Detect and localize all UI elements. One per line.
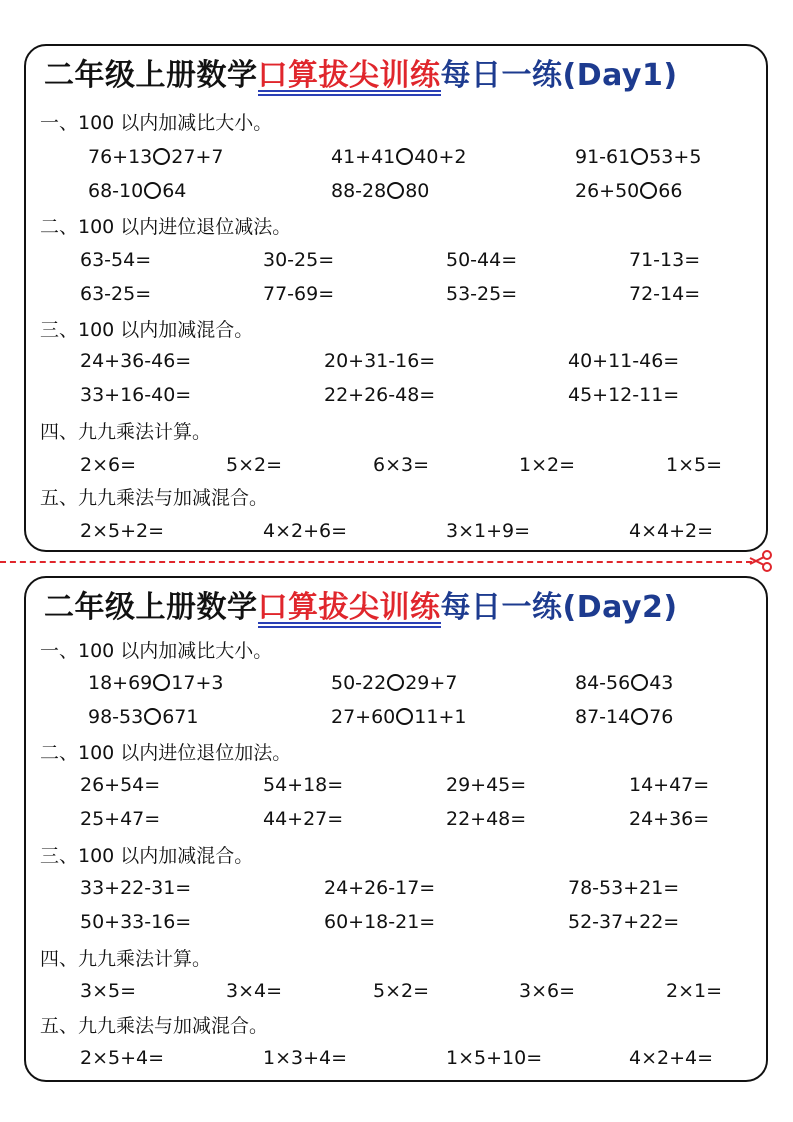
problem-row: [26, 804, 766, 834]
section-heading: 二、100 以内进位退位加法。: [40, 742, 292, 764]
cut-line: [0, 561, 752, 563]
problem-row: [26, 142, 766, 172]
compare-problem: 87-14 76: [575, 706, 674, 728]
title-highlight: 口算拔尖训练: [257, 58, 441, 93]
math-problem: 1×5=: [666, 454, 723, 476]
compare-circle: [396, 708, 413, 725]
title-day: 每日一练(Day1): [440, 58, 678, 93]
math-problem: 1×5+10=: [446, 1047, 543, 1069]
problem-row: [26, 668, 766, 698]
section-heading: 一、100 以内加减比大小。: [40, 112, 273, 134]
scissors-icon: [748, 550, 774, 572]
worksheet-card-day2: [24, 576, 768, 1082]
compare-problem: 91-61 53+5: [575, 146, 702, 168]
math-problem: 3×5=: [80, 980, 137, 1002]
math-problem: 5×2=: [373, 980, 430, 1002]
problem-row: [26, 516, 766, 546]
math-problem: 3×1+9=: [446, 520, 531, 542]
problem-row: [26, 176, 766, 206]
math-problem: 50+33-16=: [80, 911, 192, 933]
worksheet-title: [44, 586, 678, 630]
problem-row: [26, 907, 766, 937]
math-problem: 71-13=: [629, 249, 701, 271]
worksheet-title: [44, 54, 678, 98]
compare-problem: 98-53 671: [88, 706, 199, 728]
section-heading: 四、九九乘法计算。: [40, 421, 212, 443]
math-problem: 2×1=: [666, 980, 723, 1002]
problem-row: [26, 702, 766, 732]
math-problem: 2×5+4=: [80, 1047, 165, 1069]
math-problem: 24+36-46=: [80, 350, 192, 372]
worksheet-card-day1: [24, 44, 768, 552]
compare-circle: [631, 708, 648, 725]
section-heading: 三、100 以内加减混合。: [40, 845, 254, 867]
title-main: 二年级上册数学: [44, 590, 258, 625]
math-problem: 4×4+2=: [629, 520, 714, 542]
math-problem: 50-44=: [446, 249, 518, 271]
section-heading: 一、100 以内加减比大小。: [40, 640, 273, 662]
math-problem: 78-53+21=: [568, 877, 680, 899]
compare-problem: 68-10 64: [88, 180, 187, 202]
math-problem: 33+22-31=: [80, 877, 192, 899]
section-heading: 五、九九乘法与加减混合。: [40, 487, 269, 509]
math-problem: 44+27=: [263, 808, 344, 830]
compare-problem: 26+50 66: [575, 180, 683, 202]
math-problem: 52-37+22=: [568, 911, 680, 933]
math-problem: 24+26-17=: [324, 877, 436, 899]
math-problem: 45+12-11=: [568, 384, 680, 406]
compare-circle: [387, 674, 404, 691]
compare-problem: 84-56 43: [575, 672, 674, 694]
math-problem: 22+48=: [446, 808, 527, 830]
compare-problem: 50-22 29+7: [331, 672, 458, 694]
math-problem: 4×2+4=: [629, 1047, 714, 1069]
compare-problem: 27+60 11+1: [331, 706, 467, 728]
math-problem: 24+36=: [629, 808, 710, 830]
math-problem: 33+16-40=: [80, 384, 192, 406]
section-heading: 三、100 以内加减混合。: [40, 319, 254, 341]
problem-row: [26, 976, 766, 1006]
compare-circle: [640, 182, 657, 199]
math-problem: 2×5+2=: [80, 520, 165, 542]
math-problem: 72-14=: [629, 283, 701, 305]
compare-circle: [631, 674, 648, 691]
problem-row: [26, 346, 766, 376]
math-problem: 40+11-46=: [568, 350, 680, 372]
problem-row: [26, 279, 766, 309]
compare-problem: 18+69 17+3: [88, 672, 224, 694]
math-problem: 1×3+4=: [263, 1047, 348, 1069]
math-problem: 14+47=: [629, 774, 710, 796]
math-problem: 2×6=: [80, 454, 137, 476]
compare-circle: [144, 182, 161, 199]
math-problem: 77-69=: [263, 283, 335, 305]
math-problem: 3×4=: [226, 980, 283, 1002]
compare-circle: [153, 148, 170, 165]
compare-circle: [144, 708, 161, 725]
problem-row: [26, 1043, 766, 1073]
compare-circle: [387, 182, 404, 199]
math-problem: 4×2+6=: [263, 520, 348, 542]
compare-problem: 76+13 27+7: [88, 146, 224, 168]
compare-circle: [631, 148, 648, 165]
title-day: 每日一练(Day2): [440, 590, 678, 625]
math-problem: 5×2=: [226, 454, 283, 476]
compare-problem: 41+41 40+2: [331, 146, 467, 168]
math-problem: 22+26-48=: [324, 384, 436, 406]
problem-row: [26, 770, 766, 800]
math-problem: 60+18-21=: [324, 911, 436, 933]
section-heading: 四、九九乘法计算。: [40, 948, 212, 970]
math-problem: 63-54=: [80, 249, 152, 271]
math-problem: 30-25=: [263, 249, 335, 271]
compare-circle: [396, 148, 413, 165]
section-heading: 二、100 以内进位退位减法。: [40, 216, 292, 238]
math-problem: 29+45=: [446, 774, 527, 796]
math-problem: 25+47=: [80, 808, 161, 830]
section-heading: 五、九九乘法与加减混合。: [40, 1015, 269, 1037]
title-main: 二年级上册数学: [44, 58, 258, 93]
math-problem: 6×3=: [373, 454, 430, 476]
math-problem: 54+18=: [263, 774, 344, 796]
math-problem: 3×6=: [519, 980, 576, 1002]
math-problem: 1×2=: [519, 454, 576, 476]
compare-circle: [153, 674, 170, 691]
problem-row: [26, 245, 766, 275]
math-problem: 53-25=: [446, 283, 518, 305]
problem-row: [26, 450, 766, 480]
math-problem: 63-25=: [80, 283, 152, 305]
math-problem: 20+31-16=: [324, 350, 436, 372]
problem-row: [26, 380, 766, 410]
problem-row: [26, 873, 766, 903]
math-problem: 26+54=: [80, 774, 161, 796]
title-highlight: 口算拔尖训练: [257, 590, 441, 625]
compare-problem: 88-28 80: [331, 180, 430, 202]
